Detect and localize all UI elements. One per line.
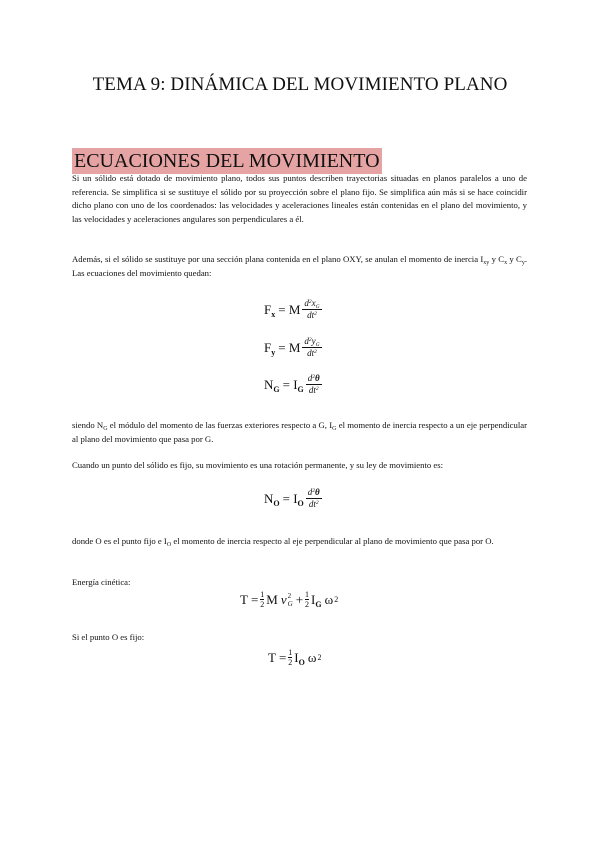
equation-fx: $F_x$ = M $\frac{d^2x_G}{dt^2}$ [264,298,320,320]
paragraph-fixed-point: Cuando un punto del sólido es fijo, su movimiento es una rotación permanente, y su ley de movimiento es: [72,460,444,470]
equation-ng: $N_G$ = $I_G$ $\frac{d^2\theta}{dt^2}$ [264,373,320,395]
equation-kinetic-energy-fixed: T = $\frac{1}{2}$ $I_O$ ω 2 [268,648,322,667]
equation-fy: $F_y$ = M $\frac{d^2y_G}{dt^2}$ [264,336,320,358]
paragraph-io-definition: donde O es el punto fijo e $I_O$ el momento de inercia respecto al eje perpendicular al plano de movimiento que pasa por O. [72,536,494,548]
equation-no: $N_O$ = $I_O$ $\frac{d^2\theta}{dt^2}$ [264,487,320,509]
section-heading: ECUACIONES DEL MOVIMIENTO [74,150,380,172]
paragraph-intro: Si un sólido está dotado de movimiento plano, todos sus puntos describen trayectorias situadas en planos paralelos a uno de referencia. Se simplifica si se sustituye el sólido por su proyección sobre el plano fijo. Se simplifica aún más si se hace coincidir dicho plano con uno de los coordenados: las velocidades y aceleraciones lineales están contenidas en el plano del movimiento, y las velocidades y aceleraciones angulares son perpendiculares a él. [72,173,527,224]
paragraph-plane-section: Además, si el sólido se sustituye por una sección plana contenida en el plano OXY, se anulan el momento de inercia $I_{xy}$ y $C_x$ y $C_y$. Las ecuaciones del movimiento quedan: [72,254,528,278]
paragraph-fixed-point-energy: Si el punto O es fijo: [72,632,145,642]
equation-kinetic-energy: T = $\frac{1}{2}$ M v 2 G + $\frac{1}{2}$ $I_G$ ω 2 [240,590,339,609]
paragraph-ng-definition: siendo $N_G$ el módulo del momento de las fuerzas exteriores respecto a G, $I_G$ el momento de inercia respecto a un eje perpendicular al plano del movimiento que pasa por G. [72,420,527,444]
paragraph-kinetic-energy: Energía cinética: [72,577,131,587]
page-title: TEMA 9: DINÁMICA DEL MOVIMIENTO PLANO [92,74,508,95]
